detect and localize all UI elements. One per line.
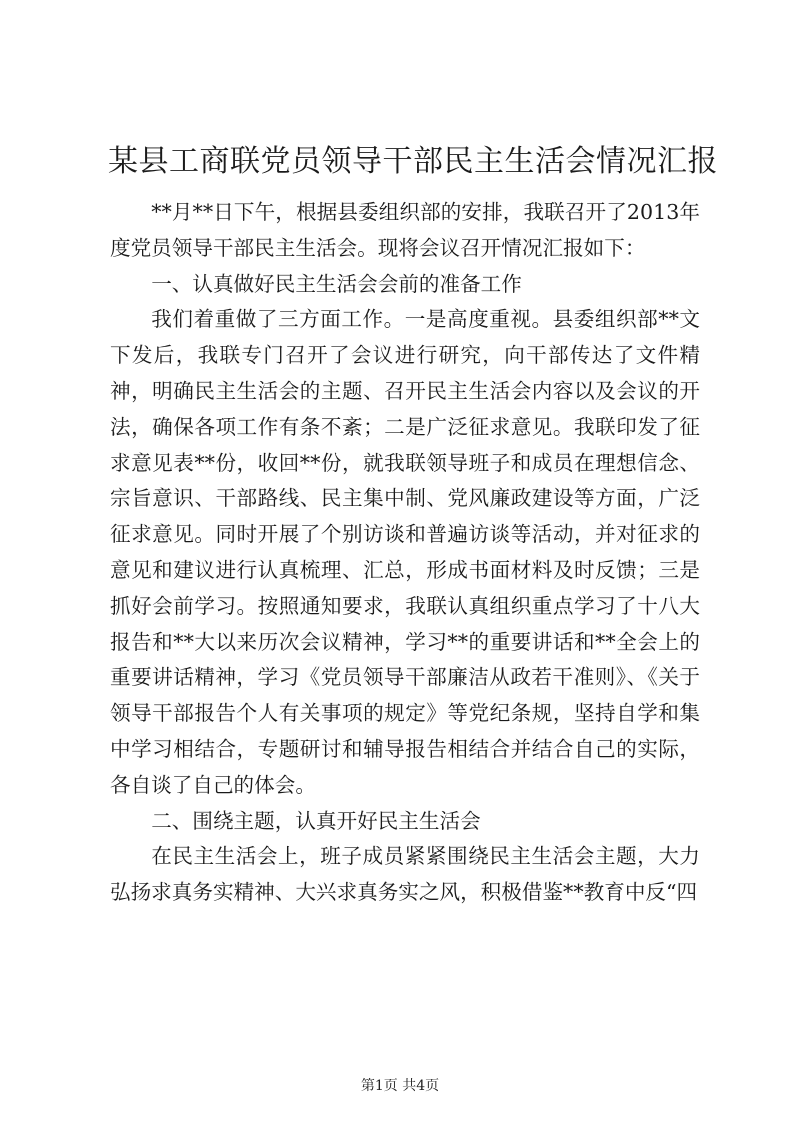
paragraph-meeting: 在民主生活会上，班子成员紧紧围绕民主生活会主题，大力弘扬求真务实精神、大兴求真务实之风，积极借鉴**教育中反“四 <box>110 844 700 905</box>
document-body <box>110 195 700 911</box>
paragraph-intro: **月**日下午，根据县委组织部的安排，我联召开了2013年度党员领导干部民主生活会。现将会议召开情况汇报如下： <box>110 200 700 260</box>
paragraph-preparation: 我们着重做了三方面工作。一是高度重视。县委组织部**文下发后，我联专门召开了会议进行研究，向干部传达了文件精神，明确民主生活会的主题、召开民主生活会内容以及会议的开法，确保各项工作有条不紊；二是广泛征求意见。我联印发了征求意见表**份，收回**份，就我联领导班子和成员在理想信念、宗旨意识、干部路线、民主集中制、党风廉政建设等方面，广泛征求意见。同时开展了个别访谈和普遍访谈等活动，并对征求的意见和建议进行认真梳理、汇总，形成书面材料及时反馈；三是抓好会前学习。按照通知要求，我联认真组织重点学习了十八大报告和**大以来历次会议精神，学习**的重要讲话和**全会上的重要讲话精神，学习《党员领导干部廉洁从政若干准则》、《关于领导干部报告个人有关事项的规定》等党纪条规，坚持自学和集中学习相结合，专题研讨和辅导报告相结合并结合自己的实际，各自谈了自己的体会。 <box>110 307 700 797</box>
document-title: 某县工商联党员领导干部民主生活会情况汇报 <box>108 144 718 179</box>
section-heading-2: 二、围绕主题，认真开好民主生活会 <box>151 808 481 833</box>
section-heading-1: 一、认真做好民主生活会会前的准备工作 <box>151 271 522 296</box>
page-footer: 第1页 共4页 <box>360 1078 440 1094</box>
